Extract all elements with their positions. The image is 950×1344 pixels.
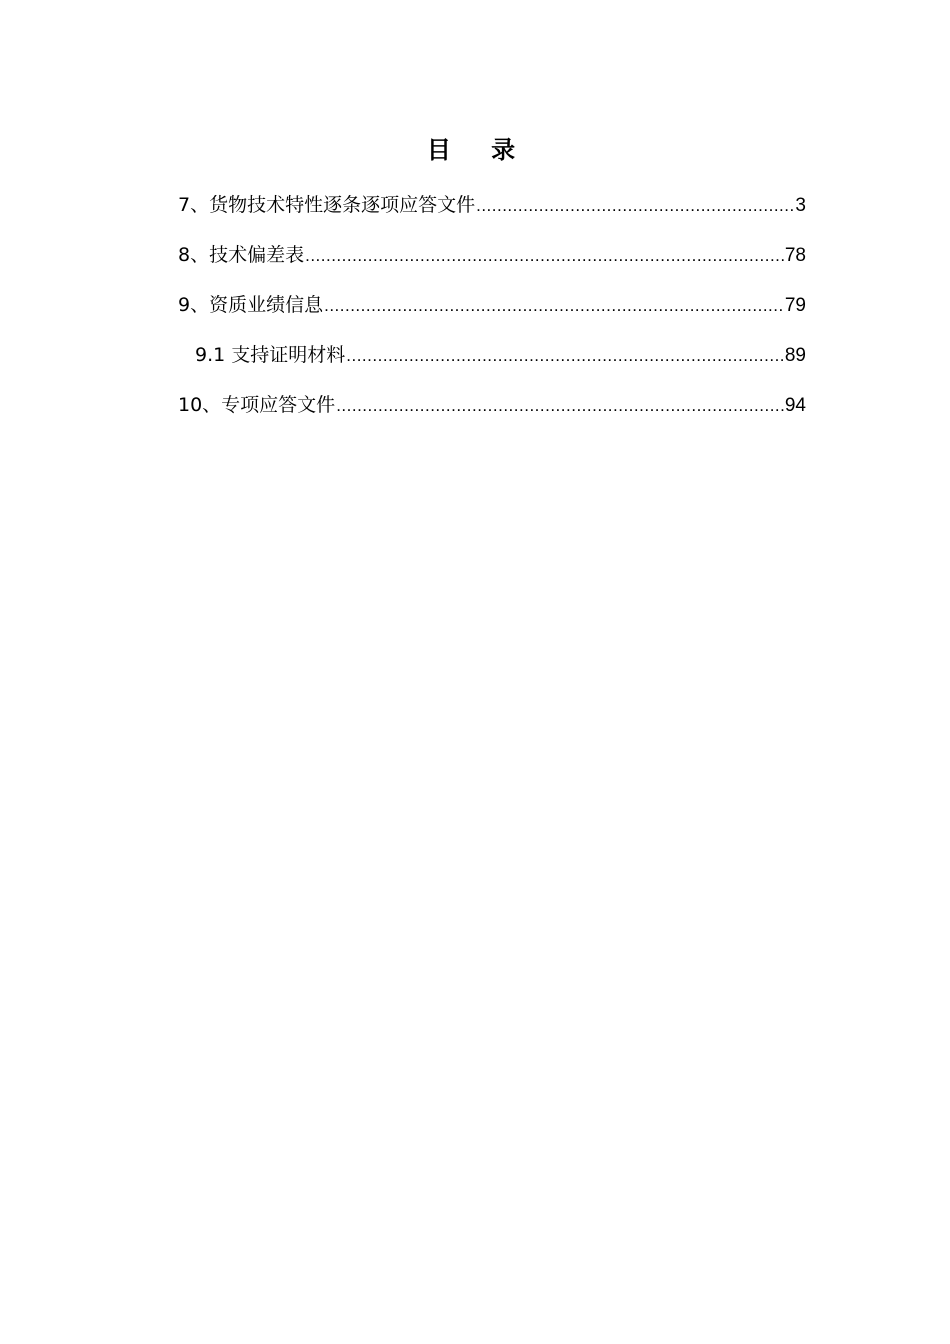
- toc-subentry[interactable]: [178, 338, 806, 388]
- toc-entry[interactable]: [178, 188, 806, 238]
- toc-entry-label: 7、货物技术特性逐条逐项应答文件: [178, 194, 476, 216]
- toc-entry-label: 8、技术偏差表: [178, 244, 305, 266]
- toc-entry-page: 78: [784, 245, 806, 266]
- toc-dot-leader: [324, 289, 784, 323]
- toc-entry[interactable]: [178, 388, 806, 438]
- toc-dot-leader: [476, 189, 794, 223]
- toc-dot-leader: [305, 239, 784, 273]
- toc-entry-page: 79: [784, 295, 806, 316]
- toc-dot-leader: [346, 339, 784, 373]
- toc-entry-page: 94: [784, 395, 806, 416]
- toc-dot-leader: [336, 389, 784, 423]
- toc-entry-page: 3: [795, 195, 806, 216]
- toc-entry-label: 9.1 支持证明材料: [195, 344, 346, 366]
- toc-title: 目 录: [426, 136, 532, 164]
- toc-list: [178, 188, 806, 438]
- toc-entry-label: 9、资质业绩信息: [178, 294, 324, 316]
- toc-entry[interactable]: [178, 288, 806, 338]
- toc-entry-page: 89: [784, 345, 806, 366]
- toc-entry[interactable]: [178, 238, 806, 288]
- toc-entry-label: 10、专项应答文件: [178, 394, 336, 416]
